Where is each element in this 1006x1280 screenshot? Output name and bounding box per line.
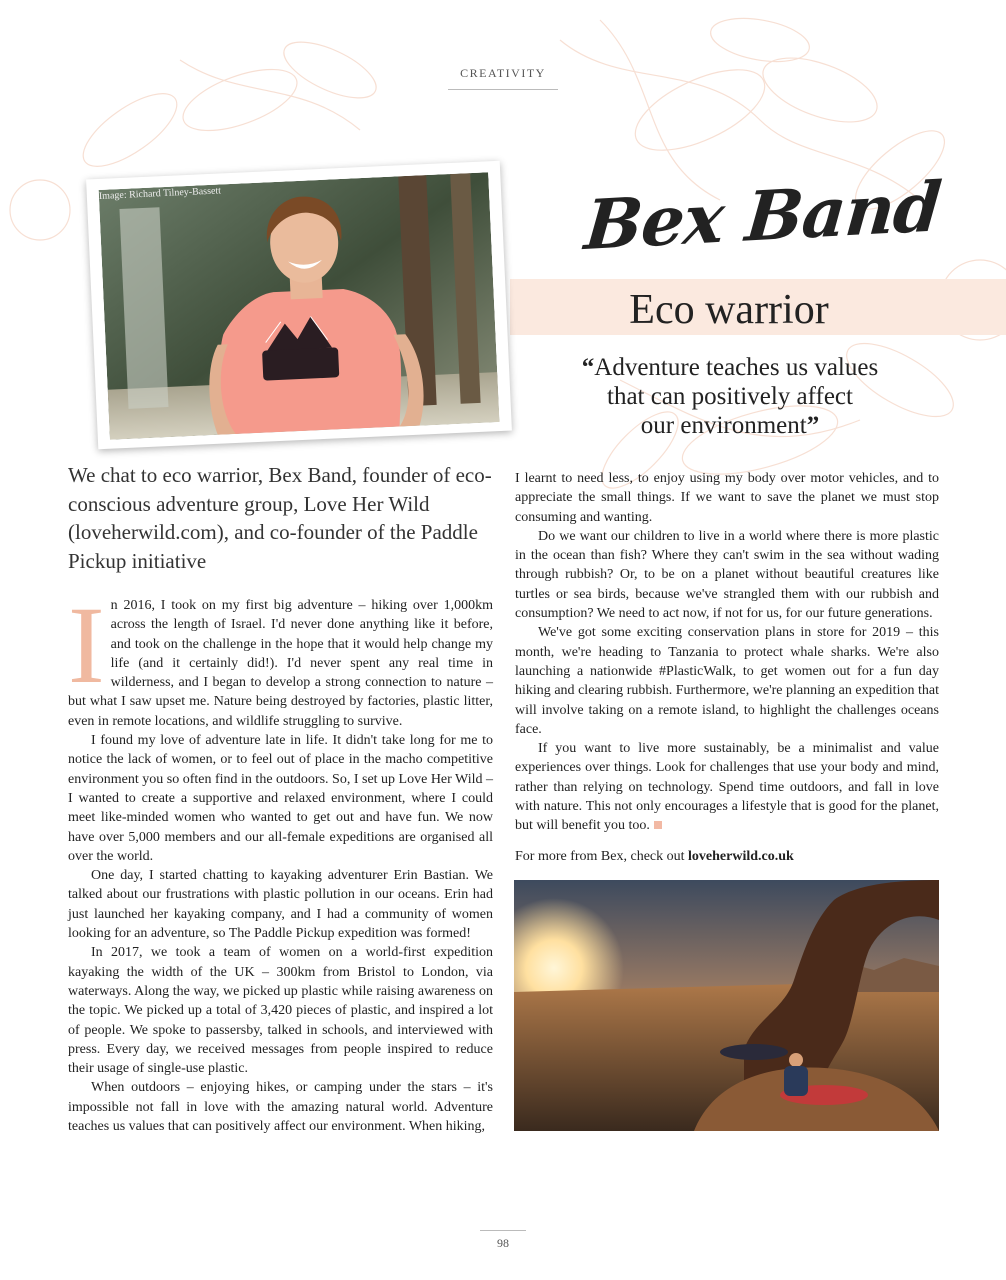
open-quote-mark: “ xyxy=(581,354,595,381)
section-label: CREATIVITY xyxy=(460,66,546,80)
body-column-right xyxy=(515,469,939,866)
body-paragraph: When outdoors – enjoying hikes, or camping under the stars – it's impossible not fall in love with the amazing natural world. Adventure teaches us values that can positively affect our environment. When hiking, xyxy=(68,1080,493,1135)
portrait-photo-frame xyxy=(86,161,512,450)
desert-illustration xyxy=(514,880,939,1131)
end-mark-icon xyxy=(654,821,662,829)
section-divider xyxy=(448,89,558,90)
portrait-illustration xyxy=(99,172,500,439)
footer-divider xyxy=(480,1230,526,1231)
pull-quote-line: our environment” xyxy=(640,412,820,439)
close-quote-mark: ” xyxy=(806,412,820,439)
photo-credit: Image: Richard Tilney-Bassett xyxy=(98,185,222,202)
body-paragraph: One day, I started chatting to kayaking adventurer Erin Bastian. We talked about our frustrations with plastic pollution in our oceans. Erin had just launched her kayaking company, and I had a community of women looking for an adventure, so The Paddle Pickup expedition was formed! xyxy=(68,868,493,942)
desert-sunset-photo xyxy=(514,880,939,1131)
body-paragraph: I learnt to need less, to enjoy using my body over motor vehicles, and to appreciate the small things. If we want to save the planet we must stop consuming and wanting. xyxy=(515,471,939,525)
portrait-photo xyxy=(99,172,500,439)
body-paragraph: We've got some exciting conservation plans in store for 2019 – this month, we're heading to Tanzania to protect whale sharks. We're also launching a nationwide #PlasticWalk, to get women out for a fun day hiking and clearing rubbish. Furthermore, we're planning an expedition that will involve taking on a remote island, to highlight the challenges oceans face. xyxy=(515,625,939,737)
page-number: 98 xyxy=(497,1236,509,1250)
article-subtitle: Eco warrior xyxy=(629,287,829,333)
pull-quote-line: that can positively affect xyxy=(607,383,853,410)
drop-cap: I xyxy=(68,584,105,706)
body-paragraph: If you want to live more sustainably, be a minimalist and value experiences over things. Look for challenges that use your body and mind, rather than relying on technology. Spend time outdoors, and fall in love with nature. This not only encourages a lifestyle that is good for the planet, but will benefit you too. xyxy=(515,741,939,834)
body-paragraph: I found my love of adventure late in life. It didn't take long for me to notice the lack of women, or to feel out of place in the macho competitive environment you so often find in the outdoors. So, I set up Love Her Wild – I wanted to create a supportive and relaxed environment, where I could meet like-minded women who wanted to get out and have fun. We now have over 5,000 members and our all-female expeditions are organised all over the world. xyxy=(68,733,493,864)
body-paragraph: Do we want our children to live in a world where there is more plastic in the ocean than fish? Where they can't swim in the sea without wading through rubbish? Or, to be on a planet without beautiful creatures like turtles or sea birds, because we've strangled them with our rubbish and consumption? We need to act now, if not for us, for our future generations. xyxy=(515,528,939,622)
article-title: Bex Band xyxy=(581,167,944,267)
standfirst: We chat to eco warrior, Bex Band, founder of eco-conscious adventure group, Love Her Wild (loveherwild.com), and co-founder of the Paddle Pickup initiative xyxy=(68,463,492,573)
pull-quote-line: “Adventure teaches us values xyxy=(581,354,879,381)
website-link[interactable]: loveherwild.co.uk xyxy=(688,848,794,864)
more-info-line: For more from Bex, check out loveherwild.co.uk xyxy=(515,848,794,864)
body-column-left xyxy=(68,584,493,1136)
body-paragraph: In 2017, we took a team of women on a world-first expedition kayaking the width of the UK – 300km from Bristol to London, via waterways. Along the way, we picked up plastic while raising awareness on the topic. We picked up a total of 3,420 pieces of plastic, and inspired a lot of people. We spoke to passersby, talked in schools, and interviewed with press. Every day, we received messages from people inspired to reduce their usage of single-use plastic. xyxy=(68,945,493,1077)
body-paragraph: In 2016, I took on my first big adventure – hiking over 1,000km across the length of Israel. I'd never done anything like it before, and took on the challenge in the hope that it would help change my life (and it certainly did!). I'd never spent any real time in wilderness, and I began to develop a strong connection to nature – but what I saw upset me. Nature being destroyed by factories, plastic litter, even in remote locations, and wildlife struggling to survive. xyxy=(68,584,493,729)
pull-quote xyxy=(545,353,915,440)
